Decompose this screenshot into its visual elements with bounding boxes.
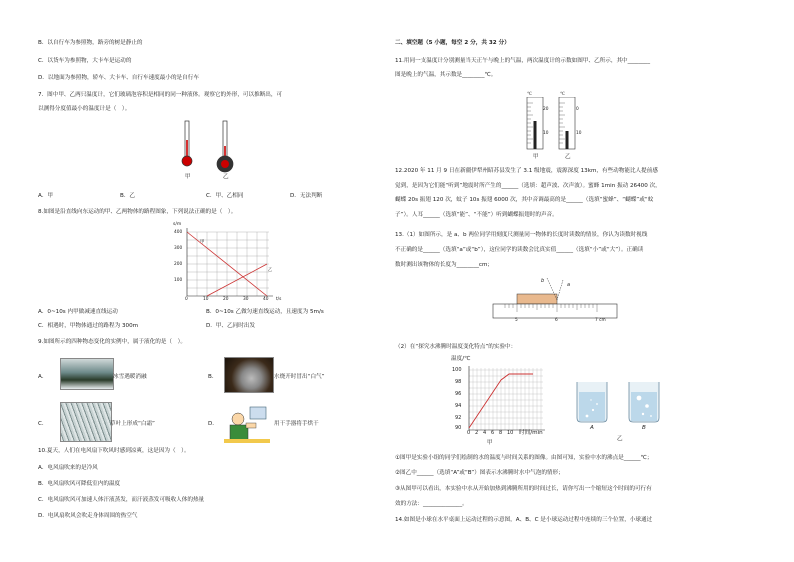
q11-thermometers-figure <box>523 97 583 155</box>
q10-option-d: D．电风扇吹风会吹走身体周围的热空气 <box>38 513 138 519</box>
q8-y-axis-label: s/m <box>173 222 182 227</box>
q8-line-yi-label: 乙 <box>268 268 273 273</box>
q13-y-tick-94: 94 <box>455 403 462 409</box>
q6-option-d: D．以地面为参照物，轿车、大卡车、自行车速度最小的是自行车 <box>38 75 199 81</box>
section-heading: 二、填空题（5 小题，每空 2 分，共 32 分） <box>395 40 510 46</box>
q7-label-yi: 乙 <box>223 174 229 180</box>
q12-line1: 12.2020 年 11 月 9 日在新疆伊犁州昭苏县发生了 3.1 级地震，震源深度 13km，有些动物能比人提前感 <box>395 168 658 174</box>
q11-tick-a-10: 10 <box>543 131 549 136</box>
q9-c-caption: 草叶上形成“白霜” <box>110 421 155 427</box>
q13-label-a: a <box>567 282 571 288</box>
q8-x-tick-40: 40 <box>263 297 269 302</box>
q7-stem-line2: 以测得分度值最小的温度计是（ ）。 <box>38 106 131 112</box>
q11-label-yi: 乙 <box>565 154 571 160</box>
q13-ruler-tick-5: 5 <box>515 318 518 323</box>
q13-beaker-b-label: B <box>642 425 646 431</box>
left-column <box>38 0 383 562</box>
q10-option-b: B．电风扇吹风可降低室内的温度 <box>38 481 121 487</box>
q11-unit-b: ℃ <box>560 92 565 97</box>
q13-line2: 不正确的是______（选填“a”或“b”），这位同学的读数会比真实值______（选填“小”或“大”）。正确读 <box>395 247 644 253</box>
q12-line2: 觉到，是因为它们能“听到”地震时所产生的______（选填：超声波、次声波）。蜜蜂 1min 振动 26400 次， <box>395 183 661 189</box>
q13-line3: 数时测出该物体的长度为________cm； <box>395 262 494 268</box>
q13-beakers-label-yi: 乙 <box>617 436 623 442</box>
q8-option-d: D．甲、乙同时出发 <box>206 323 256 329</box>
hand-dryer-illustration <box>224 403 270 443</box>
q9-a-caption: 冰雪遇暖消融 <box>113 374 147 380</box>
q13-y-tick-90: 90 <box>455 425 462 431</box>
q9-option-d: D． <box>208 421 218 427</box>
q14-line1: 14.如图是小球在水平桌面上运动过程的示意图，A、B、C 是小球运动过程中连续的三个位置，小球通过 <box>395 517 653 523</box>
q8-st-graph <box>173 224 283 304</box>
q11-tick-b-10: 10 <box>576 131 582 136</box>
q11-tick-b-0: 0 <box>576 107 579 112</box>
q13-x-tick-8: 8 <box>499 430 503 436</box>
q13-x-tick-0: 0 <box>467 430 471 436</box>
q13-sub3-line1: ③从图甲可以看出，本实验中水从开始加热到沸腾所用的时间过长，请你写出一个缩短这个时间的可行有 <box>395 486 652 492</box>
q7-option-b: B．乙 <box>120 193 136 199</box>
q13-line1: 13.（1）如图所示，是 a、b 两位同学用刻度尺测量同一物体的长度时读数的情景，你认为读数时视线 <box>395 232 648 238</box>
q10-option-a: A．电风扇吹来的是冷风 <box>38 465 98 471</box>
q8-line-jia-label: 甲 <box>200 240 205 245</box>
boiling-kettle-photo <box>224 357 274 393</box>
q6-option-c: C．以货车为参照物，大卡车是运动的 <box>38 58 132 64</box>
q13-y-tick-98: 98 <box>455 379 462 385</box>
q13-x-tick-6: 6 <box>491 430 495 436</box>
q13-graph-y-label: 温度/℃ <box>451 356 471 362</box>
q13-sub1: ①图甲是实验小组的同学们绘制的水的温度与时间关系的图像。由图可知，实验中水的沸点是______℃； <box>395 455 653 461</box>
frost-grass-photo <box>60 402 112 442</box>
q9-stem: 9.如图所示的四种物态变化的实例中，属于液化的是（ ）。 <box>38 339 186 345</box>
q11-line1: 11.用同一支温度计分别测量当天正午与晚上的气温，两次温度计的示数如图甲、乙所示，其中________ <box>395 58 651 64</box>
q13-x-tick-2: 2 <box>475 430 479 436</box>
q13-x-tick-4: 4 <box>483 430 487 436</box>
q7-label-jia: 甲 <box>185 174 191 180</box>
q8-x-tick-10: 10 <box>203 297 209 302</box>
q8-x-tick-0: 0 <box>185 297 188 302</box>
q13-part2-stem: （2）在“探究水沸腾时温度变化特点”的实验中： <box>395 344 517 350</box>
q13-graph-label-jia: 甲 <box>487 440 493 446</box>
q8-x-tick-30: 30 <box>243 297 249 302</box>
q13-label-b: b <box>541 278 545 284</box>
q8-y-tick-200: 200 <box>174 262 183 267</box>
q13-sub2: ②图乙中______（选填“A”或“B”）图表示水沸腾时水中气泡的情形； <box>395 470 564 476</box>
q13-temperature-graph <box>451 364 547 436</box>
q11-unit-a: ℃ <box>527 92 532 97</box>
q9-option-a: A． <box>38 374 48 380</box>
q8-option-c: C．相遇时，甲物体通过的路程为 300m <box>38 323 139 329</box>
q7-option-d: D．无法判断 <box>290 193 323 199</box>
q13-ruler-tick-7: 7 cm <box>595 318 606 323</box>
q13-ruler-figure <box>491 276 621 332</box>
q8-y-tick-100: 100 <box>174 278 183 283</box>
melting-ice-photo <box>60 358 114 390</box>
q12-line3: 蝴蝶 20s 振翅 120 次，蚊子 10s 振翅 6000 次，其中音调最高的是______（选填“蜜蜂”、“蝴蝶”或“蚊 <box>395 197 654 203</box>
right-column <box>395 0 745 562</box>
q9-option-c: C． <box>38 421 48 427</box>
q10-stem: 10.夏天，人们在电风扇下吹风时感到凉爽，这是因为（ ）。 <box>38 448 190 454</box>
q13-beaker-a-label: A <box>590 425 594 431</box>
q8-x-axis-label: t/s <box>276 297 282 302</box>
q13-ruler-tick-6: 6 <box>555 318 558 323</box>
q13-y-tick-92: 92 <box>455 415 462 421</box>
q8-option-b: B．0~10s 乙做匀速直线运动，且速度为 5m/s <box>206 309 324 315</box>
q7-option-c: C．甲、乙相同 <box>206 193 244 199</box>
q13-graph-x-label: 时间/min <box>519 430 543 436</box>
q6-option-b: B．以自行车为参照物，路旁的树是静止的 <box>38 40 143 46</box>
q12-line4: 子”）。人耳______（选填“能”、“不能”）听到蝴蝶振翅时的声音。 <box>395 212 558 218</box>
q13-x-tick-10: 10 <box>507 430 514 436</box>
q11-tick-a-20: 20 <box>543 107 549 112</box>
q7-stem-line1: 7．图中甲、乙两只温度计，它们玻璃泡容积是相同的同一种液体。观察它的外形，可以推断出，可 <box>38 92 283 98</box>
q13-sub3-line2: 效的方法：______________。 <box>395 501 468 507</box>
q7-option-a: A．甲 <box>38 193 54 199</box>
q7-thermometers-figure <box>178 118 248 178</box>
q8-y-tick-300: 300 <box>174 246 183 251</box>
q13-y-tick-96: 96 <box>455 391 462 397</box>
q9-option-b: B． <box>208 374 218 380</box>
q9-b-caption: 水烧开时冒出“白气” <box>274 374 325 380</box>
q9-d-caption: 用干手器将手烘干 <box>274 421 319 427</box>
q8-x-tick-20: 20 <box>223 297 229 302</box>
q11-label-jia: 甲 <box>533 154 539 160</box>
q13-beakers-figure <box>573 378 669 424</box>
q13-y-tick-100: 100 <box>452 367 462 373</box>
q10-option-c: C．电风扇吹风可加速人体汗液蒸发，而汗液蒸发可吸收人体的热量 <box>38 497 205 503</box>
q8-y-tick-400: 400 <box>174 230 183 235</box>
q11-line2: 图是晚上的气温，其示数是________℃。 <box>395 72 497 78</box>
q8-stem: 8.如图是沿直线向东运动的甲、乙两物体的路程图象，下列说法正确的是（ ）。 <box>38 209 237 215</box>
q8-option-a: A．0~10s 内甲做减速直线运动 <box>38 309 118 315</box>
